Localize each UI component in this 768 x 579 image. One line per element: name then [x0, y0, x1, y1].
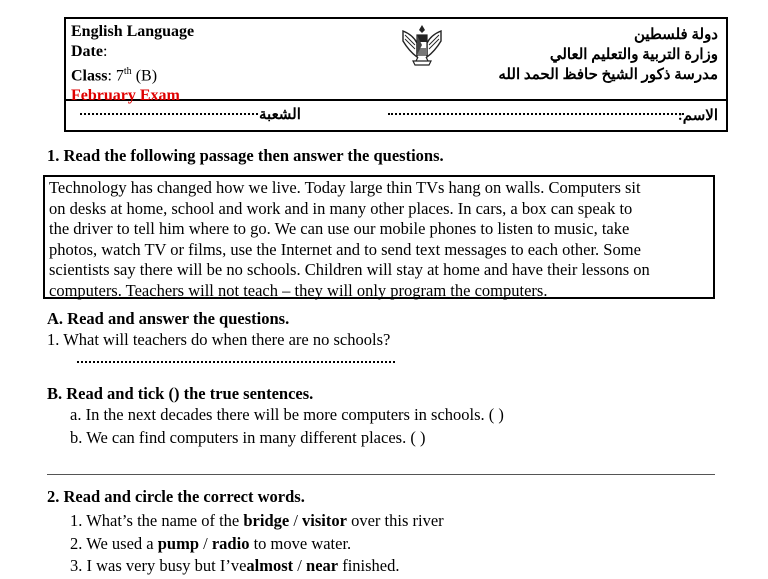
- option-pump[interactable]: pump: [157, 534, 200, 553]
- passage-line: photos, watch TV or films, use the Internet and to send text messages to each other. Some: [49, 239, 641, 259]
- option-almost[interactable]: almost: [246, 556, 294, 575]
- option-bridge[interactable]: bridge: [243, 511, 290, 530]
- passage-line: on desks at home, school and work and in many other places. In cars, a box can speak to: [49, 198, 633, 218]
- class-label: Class: [71, 67, 108, 85]
- question-1-title: 1. Read the following passage then answer the questions.: [47, 146, 444, 165]
- exam-title: February Exam: [71, 87, 180, 105]
- answer-line[interactable]: [77, 361, 395, 363]
- part-a-question-1: 1. What will teachers do when there are no schools?: [47, 330, 391, 349]
- option-radio[interactable]: radio: [211, 534, 250, 553]
- name-section-bar: [64, 101, 728, 132]
- q2-item-1: 1. What’s the name of the bridge / visitor over this river: [70, 511, 444, 530]
- part-b-sentence-b[interactable]: b. We can find computers in many different places. ( ): [70, 428, 426, 447]
- name-field-line[interactable]: [388, 113, 684, 115]
- question-2-title: 2. Read and circle the correct words.: [47, 487, 305, 506]
- subject-label: English Language: [71, 23, 195, 40]
- part-a-title: A. Read and answer the questions.: [47, 309, 290, 328]
- class-row: Class: 7th (B): [71, 66, 158, 85]
- option-near[interactable]: near: [306, 556, 339, 575]
- date-label: Date: [71, 43, 103, 60]
- passage-line: the driver to tell him where to go. We can use our mobile phones to listen to music, take: [49, 219, 630, 238]
- part-b-title: B. Read and tick () the true sentences.: [47, 384, 314, 403]
- class-section: (B): [131, 67, 158, 85]
- q2-item-3: 3. I was very busy but I’vealmost / near finished.: [70, 556, 400, 575]
- ministry-label: وزارة التربية والتعليم العالي: [549, 47, 718, 63]
- part-b-sentence-a[interactable]: a. In the next decades there will be more computers in schools. ( ): [70, 405, 504, 424]
- passage-line: computers. Teachers will not teach – they will only program the computers.: [49, 280, 548, 300]
- section-divider: [47, 474, 715, 475]
- section-label: الشعبة: [259, 107, 301, 123]
- school-label: مدرسة ذكور الشيخ حافظ الحمد الله: [498, 67, 718, 83]
- section-field-line[interactable]: [80, 113, 258, 115]
- date-row: Date:: [71, 43, 108, 60]
- passage-line: Technology has changed how we live. Today large thin TVs hang on walls. Computers sit: [49, 178, 641, 197]
- palestine-eagle-emblem-icon: [399, 21, 445, 71]
- option-visitor[interactable]: visitor: [302, 511, 347, 530]
- header-left-info: [71, 22, 194, 106]
- q2-item-2: 2. We used a pump / radio to move water.: [70, 534, 352, 553]
- name-label: الاسم:: [677, 108, 718, 124]
- header-right-info: [498, 25, 718, 85]
- reading-passage: [43, 175, 715, 299]
- exam-header: [64, 17, 728, 105]
- state-label: دولة فلسطين: [633, 27, 718, 43]
- class-number: 7: [115, 67, 124, 85]
- passage-line: scientists say there will be no schools. Children will stay at home and have their lessons on: [49, 260, 650, 279]
